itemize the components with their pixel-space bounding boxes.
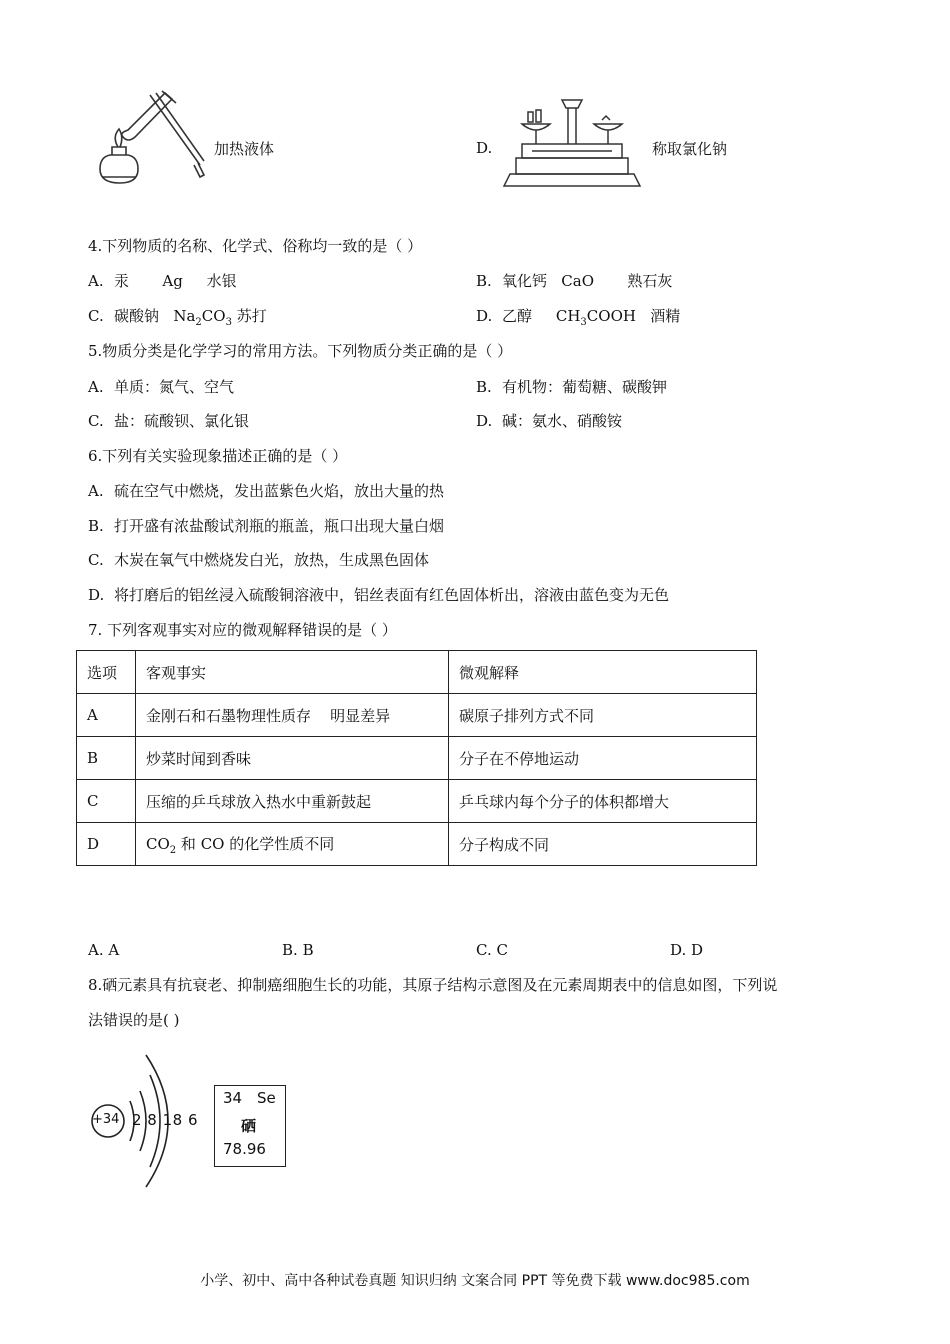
common-name: 酒精 xyxy=(650,307,681,325)
q7-answer-c: C. C xyxy=(476,941,508,959)
row-option: D xyxy=(77,823,136,866)
facts-table xyxy=(76,650,757,866)
table-row xyxy=(77,823,757,866)
atomic-mass: 78.96 xyxy=(223,1140,266,1158)
electron-shells: 2 8 18 6 xyxy=(132,1111,199,1129)
table-row xyxy=(77,694,757,737)
option-text: 氧化钙 CaO 熟石灰 xyxy=(502,272,673,290)
option-letter: C. xyxy=(88,307,104,325)
q6-option-b: B. 打开盛有浓盐酸试剂瓶的瓶盖，瓶口出现大量白烟 xyxy=(88,517,445,535)
q5-option-b: B. 有机物：葡萄糖、碳酸钾 xyxy=(476,378,668,396)
table-row xyxy=(77,737,757,780)
row-explanation: 乒乓球内每个分子的体积都增大 xyxy=(449,780,757,823)
q6-option-a: A. 硫在空气中燃烧，发出蓝紫色火焰，放出大量的热 xyxy=(88,482,445,500)
row-fact: 炒菜时闻到香味 xyxy=(136,737,449,780)
heating-liquid-illustration xyxy=(90,85,210,190)
q5-option-d: D. 碱：氨水、硝酸铵 xyxy=(476,412,623,430)
q5-option-a: A. 单质：氮气、空气 xyxy=(88,378,235,396)
option-d-letter: D. xyxy=(476,139,493,157)
option-name: 碳酸钠 xyxy=(114,307,160,325)
question-5-stem: 5.物质分类是化学学习的常用方法。下列物质分类正确的是（ ） xyxy=(88,342,513,360)
option-text: 汞 Ag 水银 xyxy=(114,272,237,290)
element-symbol: Se xyxy=(257,1089,276,1107)
nucleus-charge: +34 xyxy=(92,1112,120,1127)
q7-answer-d: D. D xyxy=(670,941,704,959)
table-row xyxy=(77,780,757,823)
question-8-stem-line2: 法错误的是( ) xyxy=(88,1011,180,1029)
row-explanation: 分子构成不同 xyxy=(449,823,757,866)
q7-answer-a: A. A xyxy=(88,941,120,959)
row-explanation: 碳原子排列方式不同 xyxy=(449,694,757,737)
row-option: A xyxy=(77,694,136,737)
header-fact: 客观事实 xyxy=(136,651,449,694)
header-option: 选项 xyxy=(77,651,136,694)
q4-option-d xyxy=(476,306,680,333)
question-7-stem: 7. 下列客观事实对应的微观解释错误的是（ ） xyxy=(88,621,397,639)
q4-option-a xyxy=(88,271,237,291)
row-fact: 金刚石和石墨物理性质存 明显差异 xyxy=(136,694,449,737)
row-fact: $CO_2$ 和 CO 的化学性质不同 xyxy=(136,823,449,866)
formula: $Na_2CO_3$ xyxy=(173,307,232,328)
periodic-table-cell xyxy=(214,1085,286,1167)
element-name: 硒 xyxy=(241,1117,257,1135)
common-name: 苏打 xyxy=(236,307,267,325)
q6-option-c: C. 木炭在氧气中燃烧发白光，放热，生成黑色固体 xyxy=(88,551,430,569)
row-fact: 压缩的乒乓球放入热水中重新鼓起 xyxy=(136,780,449,823)
question-4-stem: 4.下列物质的名称、化学式、俗称均一致的是（ ） xyxy=(88,237,423,255)
q6-option-d: D. 将打磨后的铝丝浸入硫酸铜溶液中，铝丝表面有红色固体析出，溶液由蓝色变为无色 xyxy=(88,586,670,604)
footer-text: 小学、初中、高中各种试卷真题 知识归纳 文案合同 PPT 等免费下载 www.doc985.com xyxy=(200,1273,750,1289)
row-explanation: 分子在不停地运动 xyxy=(449,737,757,780)
row-option: C xyxy=(77,780,136,823)
option-d-label: 称取氯化钠 xyxy=(652,140,728,158)
question-6-stem: 6.下列有关实验现象描述正确的是（ ） xyxy=(88,447,348,465)
formula: $CH_3COOH$ xyxy=(555,307,636,328)
option-name: 乙醇 xyxy=(502,307,533,325)
option-letter: B. xyxy=(476,272,492,290)
header-explanation: 微观解释 xyxy=(449,651,757,694)
option-letter: A. xyxy=(88,272,104,290)
option-c-label: 加热液体 xyxy=(214,140,275,158)
atomic-number: 34 xyxy=(223,1089,243,1107)
balance-scale-illustration xyxy=(502,96,642,191)
q5-option-c: C. 盐：硫酸钡、氯化银 xyxy=(88,412,250,430)
table-header-row xyxy=(77,651,757,694)
q4-option-c xyxy=(88,306,267,333)
row-option: B xyxy=(77,737,136,780)
option-letter: D. xyxy=(476,307,493,325)
question-8-stem-line1: 8.硒元素具有抗衰老、抑制癌细胞生长的功能，其原子结构示意图及在元素周期表中的信息如图，下列说 xyxy=(88,976,778,994)
q4-option-b xyxy=(476,271,672,291)
q7-answer-b: B. B xyxy=(282,941,314,959)
